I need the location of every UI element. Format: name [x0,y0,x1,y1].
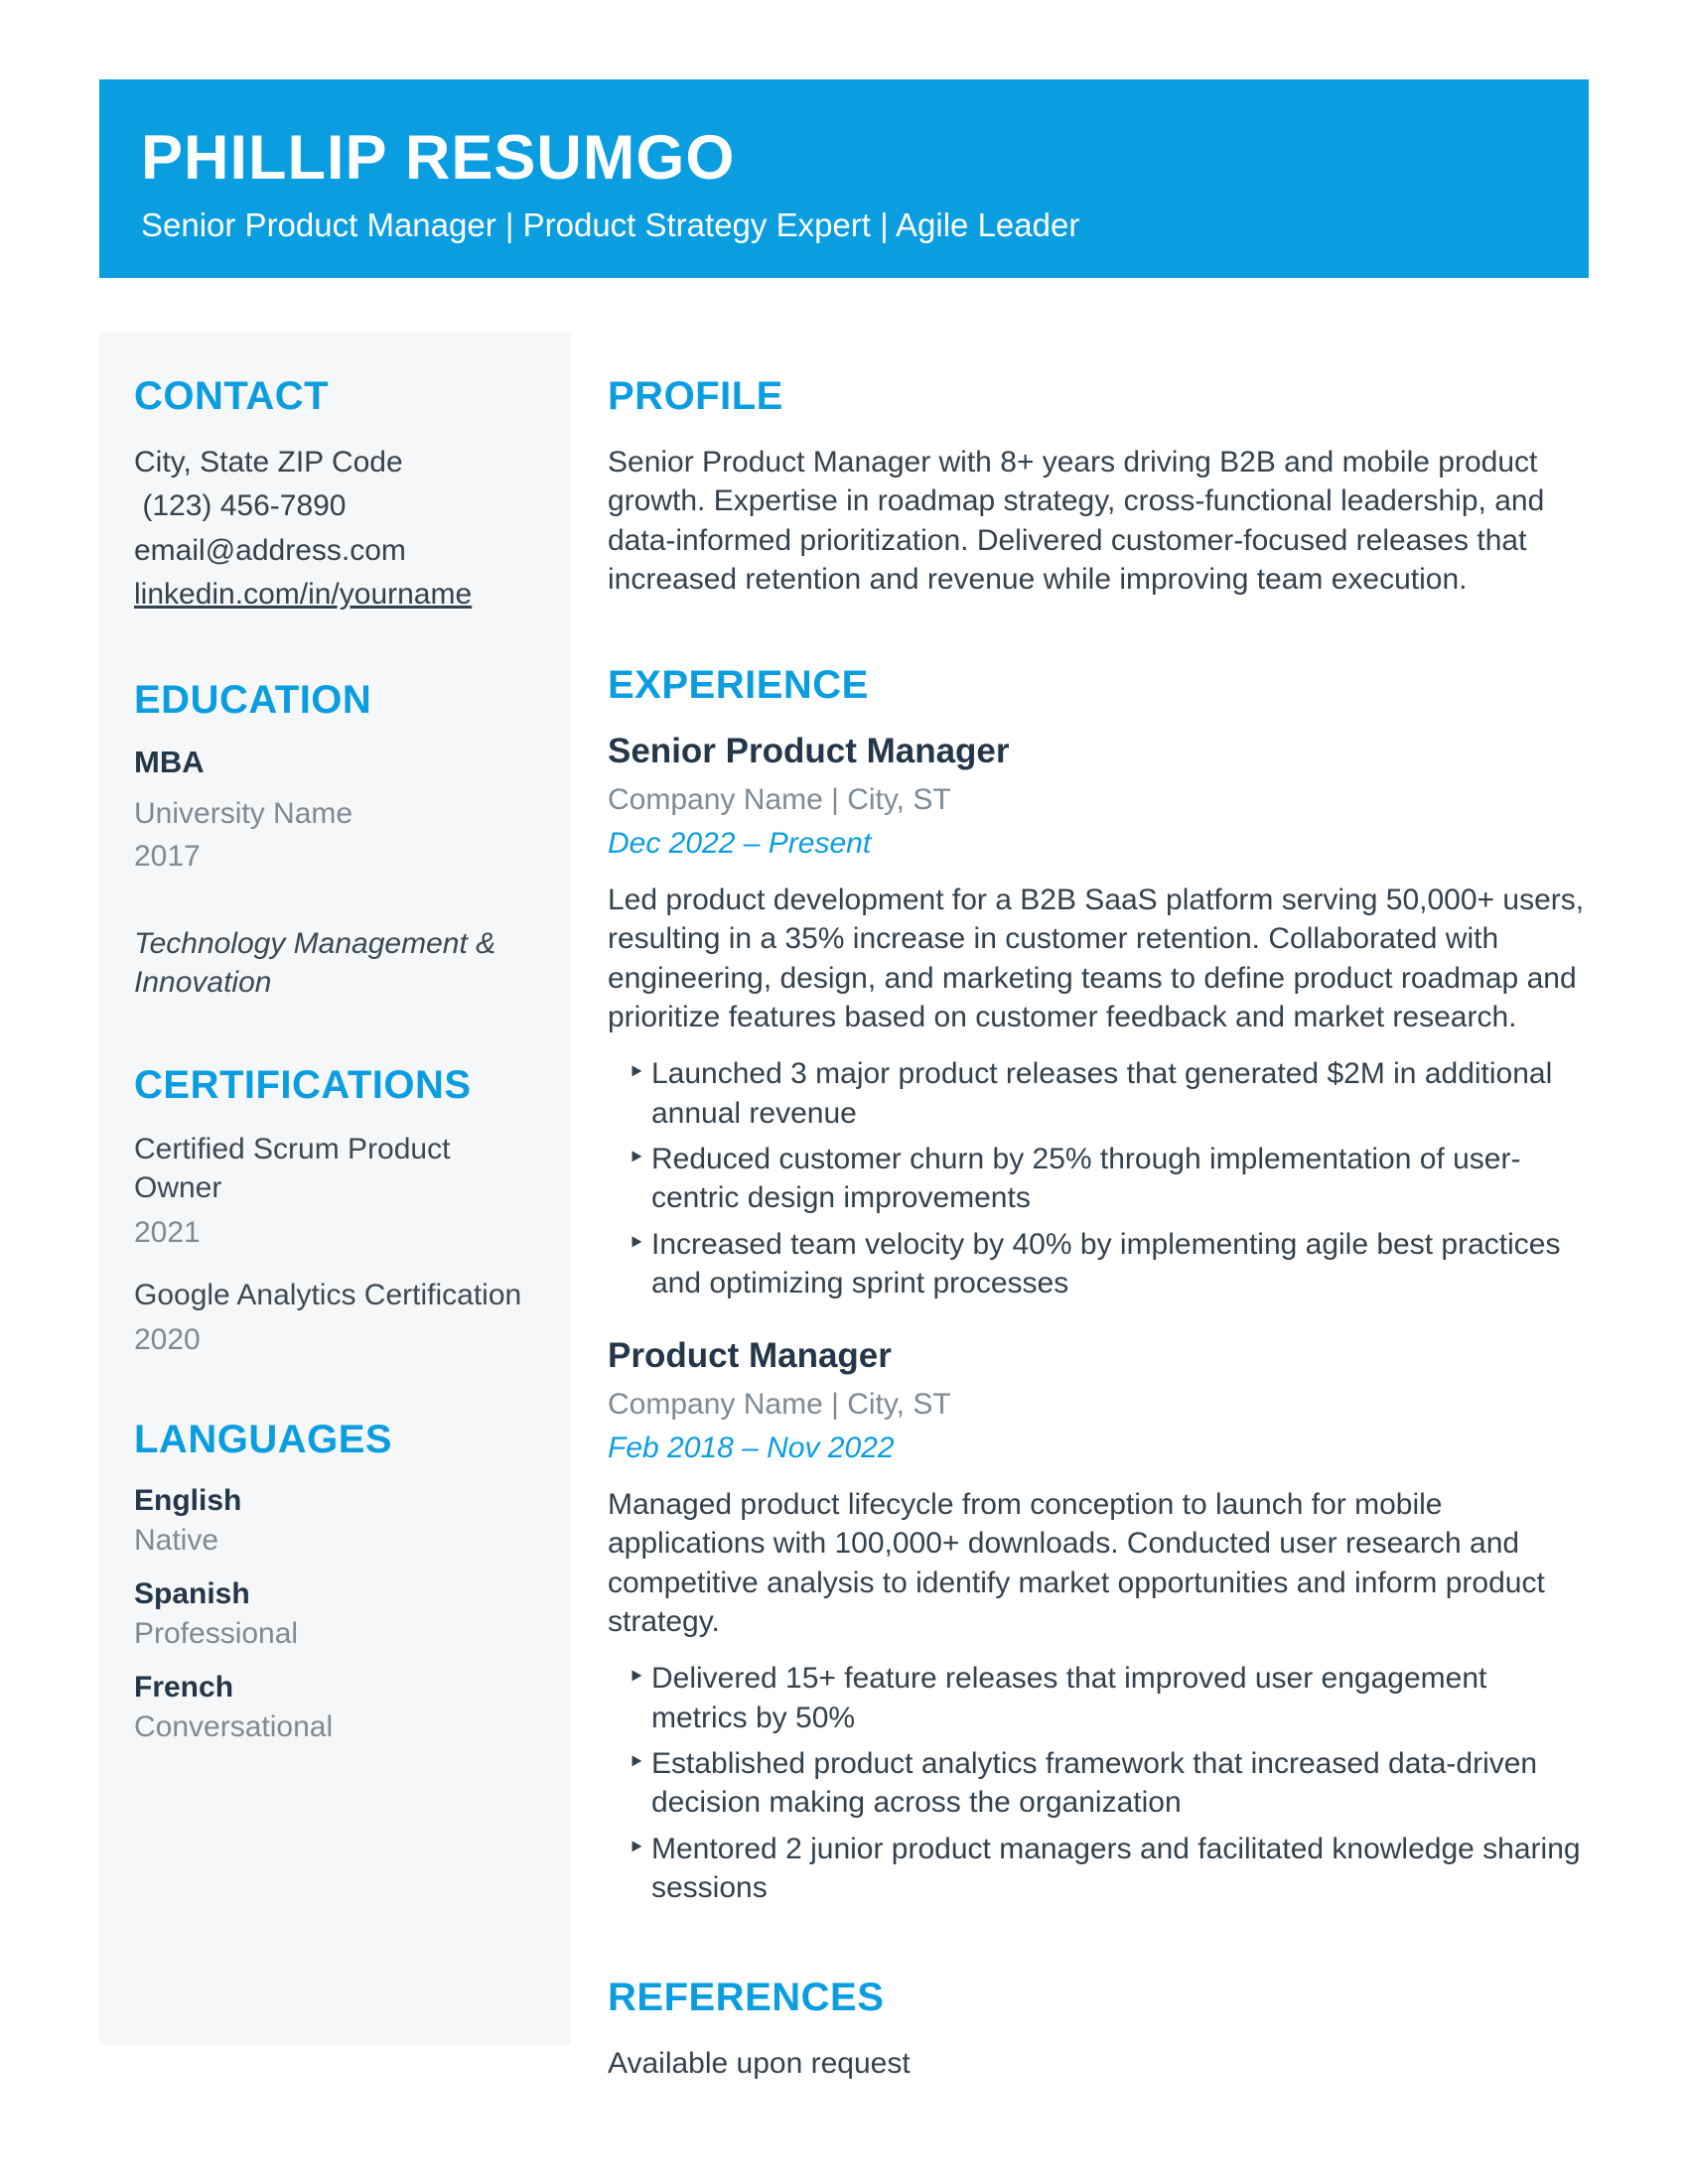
contact-item-linkedin [134,573,541,616]
certifications-heading: CERTIFICATIONS [134,1062,472,1107]
bullet-item: ‣ Delivered 15+ feature releases that improved user engagement metrics by 50% [608,1659,1589,1737]
language-level: Conversational [134,1709,334,1743]
bullet-item: ‣ Mentored 2 junior product managers and facilitated knowledge sharing sessions [608,1830,1589,1908]
contact-item-location: City, State ZIP Code [134,446,403,478]
language-name: English [134,1483,242,1517]
job-summary: Managed product lifecycle from conception to launch for mobile applications with 100,000+ downloads. Conducted user research and competitive analysis to identify market opportunities and inform product strategy. [608,1488,1545,1639]
language-level: Professional [134,1616,299,1650]
job-company: Company Name | City, ST [608,783,951,817]
language-level: Native [134,1523,219,1557]
job-company: Company Name | City, ST [608,1388,951,1422]
contact-heading: CONTACT [134,374,330,418]
contact-section [134,375,541,617]
education-year: 2017 [134,840,201,874]
language-entry [134,1577,541,1651]
experience-heading: EXPERIENCE [608,663,869,708]
education-degree: MBA [134,744,205,779]
contact-list [134,441,541,617]
references-heading: REFERENCES [608,1976,885,2020]
education-heading: EDUCATION [134,677,372,722]
education-section [134,679,541,1003]
job-title: Senior Product Manager [608,732,1010,771]
references-text: Available upon request [608,2047,911,2081]
certification-entry [134,1276,541,1357]
sidebar [99,333,571,2045]
language-entry [134,1671,541,1744]
bullet-list [608,1659,1589,1907]
certification-entry [134,1130,541,1250]
certification-year: 2020 [134,1322,201,1356]
linkedin-link[interactable]: linkedin.com/in/yourname [134,578,473,612]
certification-year: 2021 [134,1215,201,1249]
certification-name: Google Analytics Certification [134,1278,522,1311]
profile-text: Senior Product Manager with 8+ years driving B2B and mobile product growth. Expertise in roadmap strategy, cross-functional leadership, and data-informed prioritization. Delivered customer-focused releases that increased retention and revenue while improving team execution. [608,446,1545,596]
bullet-item: ‣ Established product analytics framework that increased data-driven decision making across the organization [608,1744,1589,1823]
language-name: Spanish [134,1576,250,1610]
profile-heading: PROFILE [608,374,783,418]
job-summary: Led product development for a B2B SaaS platform serving 50,000+ users, resulting in a 35% increase in customer retention. Collaborated with engineering, design, and marketing teams to define product roadmap and prioritize features based on customer feedback and market research. [608,884,1585,1034]
profile-section [608,375,1589,599]
certifications-section [134,1064,541,1357]
job-entry [608,732,1589,1302]
bullet-item: ‣ Reduced customer churn by 25% through implementation of user-centric design improvements [608,1140,1589,1218]
bullet-list [608,1054,1589,1302]
contact-item-phone: (123) 456-7890 [134,489,347,523]
contact-item-email: email@address.com [134,533,406,567]
job-entry [608,1336,1589,1907]
main-column [608,333,1589,2083]
references-section [608,1977,1589,2083]
candidate-name: PHILLIP RESUMGO [141,123,736,193]
languages-heading: LANGUAGES [134,1417,393,1461]
bullet-item: ‣ Launched 3 major product releases that generated $2M in additional annual revenue [608,1054,1589,1133]
job-dates: Feb 2018 – Nov 2022 [608,1432,895,1465]
education-focus: Technology Management & Innovation [134,926,496,1000]
header-banner [99,79,1589,278]
language-name: French [134,1670,234,1704]
certification-name: Certified Scrum Product Owner [134,1132,451,1205]
education-school: University Name [134,796,353,830]
bullet-item: ‣ Increased team velocity by 40% by implementing agile best practices and optimizing sprint processes [608,1225,1589,1303]
languages-section [134,1419,541,1744]
candidate-tagline: Senior Product Manager | Product Strategy Expert | Agile Leader [141,206,1080,244]
experience-section [608,664,1589,1907]
job-dates: Dec 2022 – Present [608,827,872,861]
language-entry [134,1484,541,1558]
job-title: Product Manager [608,1336,892,1376]
